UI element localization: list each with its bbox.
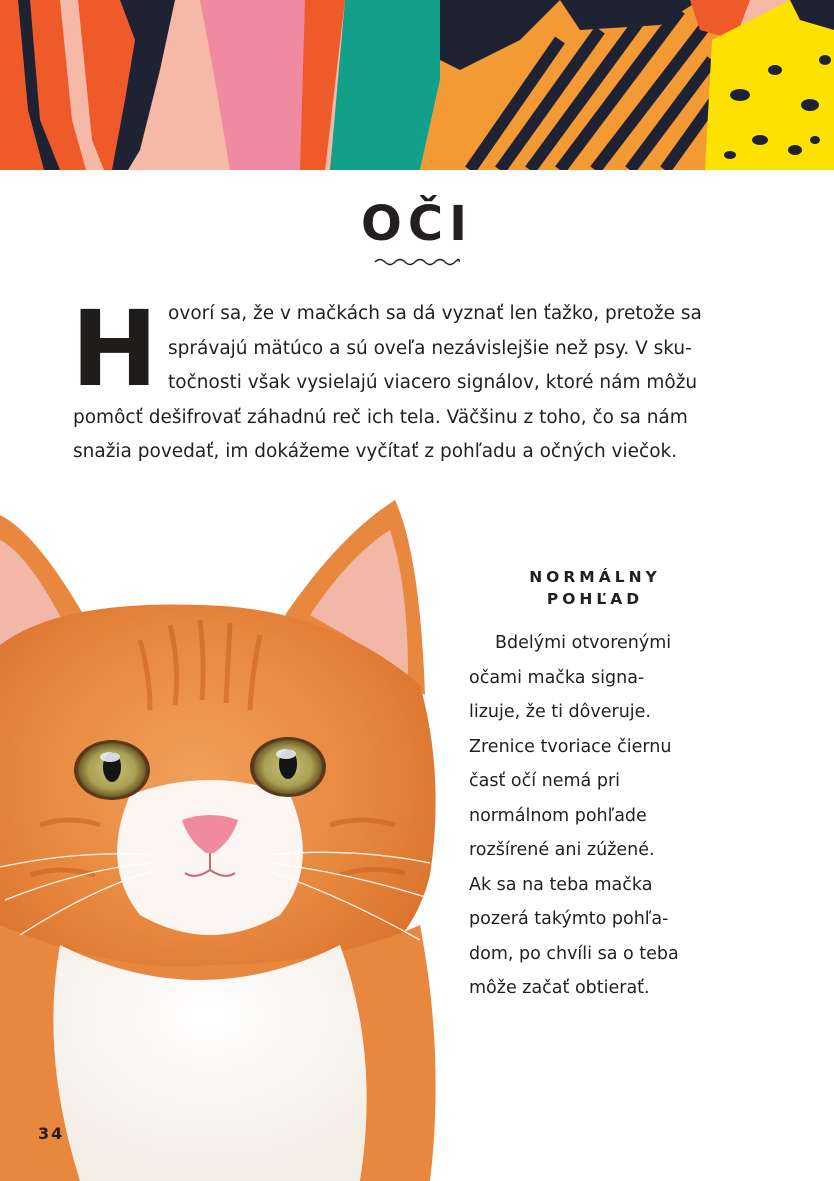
section-heading	[470, 566, 720, 610]
intro-paragraph	[71, 288, 753, 470]
body-line: očami mačka signa-	[469, 667, 645, 688]
intro-line: snažia povedať, im dokážeme vyčítať z pohľadu a očných viečok.	[73, 441, 678, 462]
body-line: Zrenice tvoriace čiernu	[469, 736, 672, 757]
decorative-banner	[0, 0, 834, 170]
body-line: Ak sa na teba mačka	[469, 874, 653, 895]
section-heading-line: POHĽAD	[546, 590, 644, 608]
body-line: pozerá takýmto pohľa-	[469, 909, 669, 929]
body-line: časť očí nemá pri	[469, 771, 620, 791]
intro-line: ovorí sa, že v mačkách sa dá vyznať len ťažko, pretože sa	[168, 303, 702, 324]
page-number: 34	[38, 1124, 65, 1143]
page-title: OČI	[361, 196, 473, 252]
intro-line: správajú mätúco a sú oveľa nezávislejšie než psy. V sku-	[168, 337, 692, 359]
intro-line: točnosti však vysielajú viacero signálov, ktoré nám môžu	[168, 372, 698, 393]
body-line: lizuje, že ti dôveruje.	[469, 702, 651, 722]
title-squiggle-divider	[373, 256, 461, 268]
intro-line: pomôcť dešifrovať záhadnú reč ich tela. Väčšinu z toho, čo sa nám	[73, 406, 688, 428]
section-heading-line: NORMÁLNY	[529, 568, 661, 586]
body-line: môže začať obtierať.	[469, 978, 650, 998]
kitten-photo	[0, 495, 440, 1181]
body-line: normálnom pohľade	[469, 805, 647, 826]
body-line: dom, po chvíli sa o teba	[469, 943, 679, 964]
section-body	[469, 626, 739, 1006]
body-line: Bdelými otvorenými	[495, 633, 672, 653]
body-line: rozšírené ani zúžené.	[469, 840, 655, 860]
drop-cap: H	[71, 288, 159, 410]
